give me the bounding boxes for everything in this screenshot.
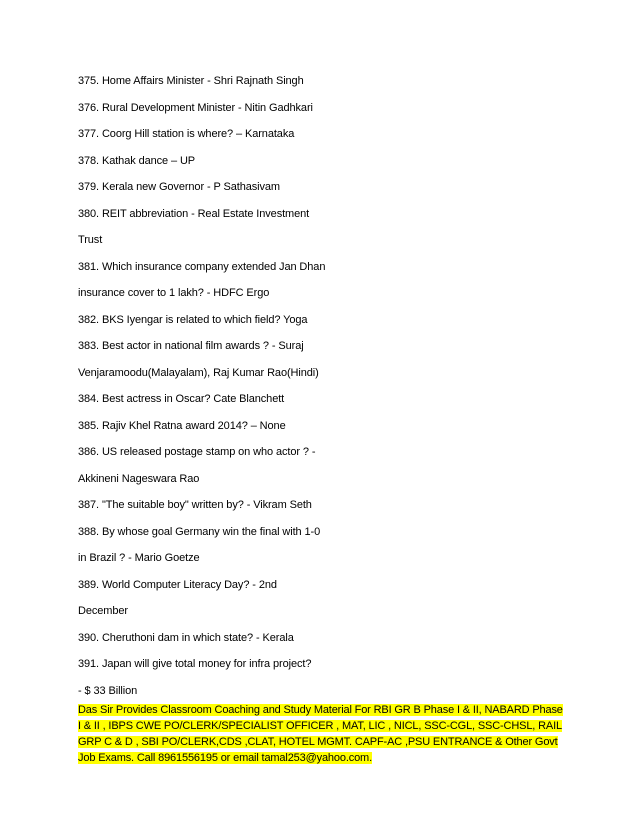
text-line: 375. Home Affairs Minister - Shri Rajnath Singh xyxy=(78,75,304,87)
text-line: Trust xyxy=(78,234,103,246)
text-line: - $ 33 Billion xyxy=(78,684,138,697)
text-line: Venjaramoodu(Malayalam), Raj Kumar Rao(Hindi) xyxy=(78,366,319,379)
text-line: insurance cover to 1 lakh? - HDFC Ergo xyxy=(78,287,270,299)
text-line: 385. Rajiv Khel Ratna award 2014? – None xyxy=(78,419,286,432)
text-line: 382. BKS Iyengar is related to which field? Yoga xyxy=(78,313,308,326)
text-line: 378. Kathak dance – UP xyxy=(78,154,196,167)
text-line: Akkineni Nageswara Rao xyxy=(78,472,200,485)
text-line: 383. Best actor in national film awards ? - Suraj xyxy=(78,340,304,352)
text-line: 391. Japan will give total money for infra project? xyxy=(78,658,312,670)
text-line: 379. Kerala new Governor - P Sathasivam xyxy=(78,181,280,193)
highlighted-promo-text: Das Sir Provides Classroom Coaching and Study Material For RBI GR B Phase I & II, NABARD Phase I & II , IBPS CWE PO/CLERK/SPECIALIST OFFICER , MAT, LIC , NICL, SSC-CGL, SSC-CHSL, RAIL GRP C & D , SBI PO/CLERK,CDS ,CLAT, HOTEL MGMT. CAPF-AC ,PSU ENTRANCE & Other Govt Job Exams. Call 8961556195 or email tamal253@yahoo.com. xyxy=(78,704,563,764)
text-line: 384. Best actress in Oscar? Cate Blanchett xyxy=(78,393,285,405)
text-line: 380. REIT abbreviation - Real Estate Investment xyxy=(78,207,310,220)
text-line: 386. US released postage stamp on who actor ? - xyxy=(78,446,316,458)
text-line: 381. Which insurance company extended Jan Dhan xyxy=(78,260,326,273)
text-line: 388. By whose goal Germany win the final with 1-0 xyxy=(78,525,321,538)
text-line: 387. "The suitable boy" written by? - Vikram Seth xyxy=(78,499,312,511)
quiz-lines xyxy=(78,72,578,696)
text-line: 389. World Computer Literacy Day? - 2nd xyxy=(78,578,277,591)
text-line: in Brazil ? - Mario Goetze xyxy=(78,552,200,564)
text-line: 376. Rural Development Minister - Nitin Gadhkari xyxy=(78,101,313,114)
text-line: December xyxy=(78,605,128,617)
text-line: 390. Cheruthoni dam in which state? - Kerala xyxy=(78,631,294,644)
text-line: 377. Coorg Hill station is where? – Karnataka xyxy=(78,128,295,140)
promo-paragraph xyxy=(78,702,568,766)
